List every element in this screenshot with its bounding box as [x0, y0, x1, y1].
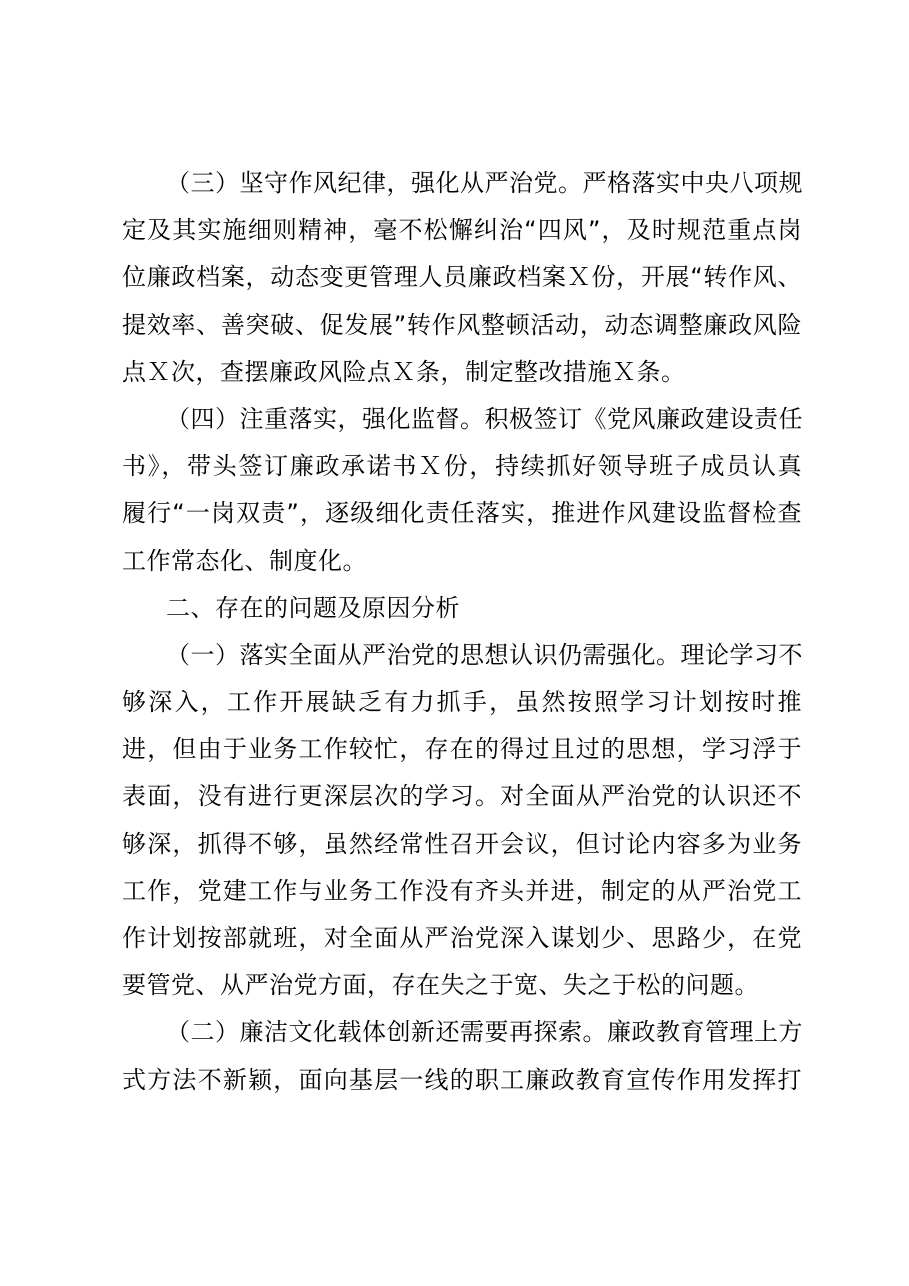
paragraph-1-line-3: 进，但由于业务工作较忙，存在的得过且过的思想，学习浮于 — [122, 735, 802, 764]
paragraph-1-line-7: 作计划按部就班，对全面从严治党深入谋划少、思路少，在党 — [122, 924, 802, 952]
paragraph-1-line-4: 表面，没有进行更深层次的学习。对全面从严治党的认识还不 — [122, 782, 802, 811]
section-heading: 二、存在的问题及原因分析 — [166, 593, 460, 622]
paragraph-1-line-2: 够深入，工作开展缺乏有力抓手，虽然按照学习计划按时推 — [122, 688, 802, 717]
paragraph-3-line-2: 定及其实施细则精神，毫不松懈纠治“四风”，及时规范重点岗 — [122, 216, 802, 245]
document-body — [122, 160, 802, 1104]
paragraph-3-line-5: 点Ｘ次，查摆廉政风险点Ｘ条，制定整改措施Ｘ条。 — [122, 357, 686, 386]
paragraph-2-line-1: （二）廉洁文化载体创新还需要再探索。廉政教育管理上方 — [166, 1018, 803, 1047]
paragraph-4-line-2: 书》，带头签订廉政承诺书Ｘ份，持续抓好领导班子成员认真 — [122, 452, 802, 481]
paragraph-3-line-3: 位廉政档案，动态变更管理人员廉政档案Ｘ份，开展“转作风、 — [122, 263, 802, 292]
paragraph-1-line-8: 要管党、从严治党方面，存在失之于宽、失之于松的问题。 — [122, 971, 759, 1000]
paragraph-4-line-1: （四）注重落实，强化监督。积极签订《党风廉政建设责任 — [166, 404, 803, 433]
paragraph-1-line-5: 够深，抓得不够，虽然经常性召开会议，但讨论内容多为业务 — [122, 829, 802, 858]
paragraph-3-line-4: 提效率、善突破、促发展”转作风整顿活动，动态调整廉政风险 — [122, 310, 802, 339]
paragraph-4-line-3: 履行“一岗双责”，逐级细化责任落实，推进作风建设监督检查 — [122, 499, 802, 528]
paragraph-3-line-1: （三）坚守作风纪律，强化从严治党。严格落实中央八项规 — [166, 169, 803, 197]
paragraph-1-line-1: （一）落实全面从严治党的思想认识仍需强化。理论学习不 — [166, 640, 803, 669]
paragraph-1-line-6: 工作，党建工作与业务工作没有齐头并进，制定的从严治党工 — [122, 876, 802, 905]
paragraph-2-line-2: 式方法不新颖，面向基层一线的职工廉政教育宣传作用发挥打 — [122, 1065, 802, 1094]
paragraph-4-line-4: 工作常态化、制度化。 — [122, 546, 367, 575]
